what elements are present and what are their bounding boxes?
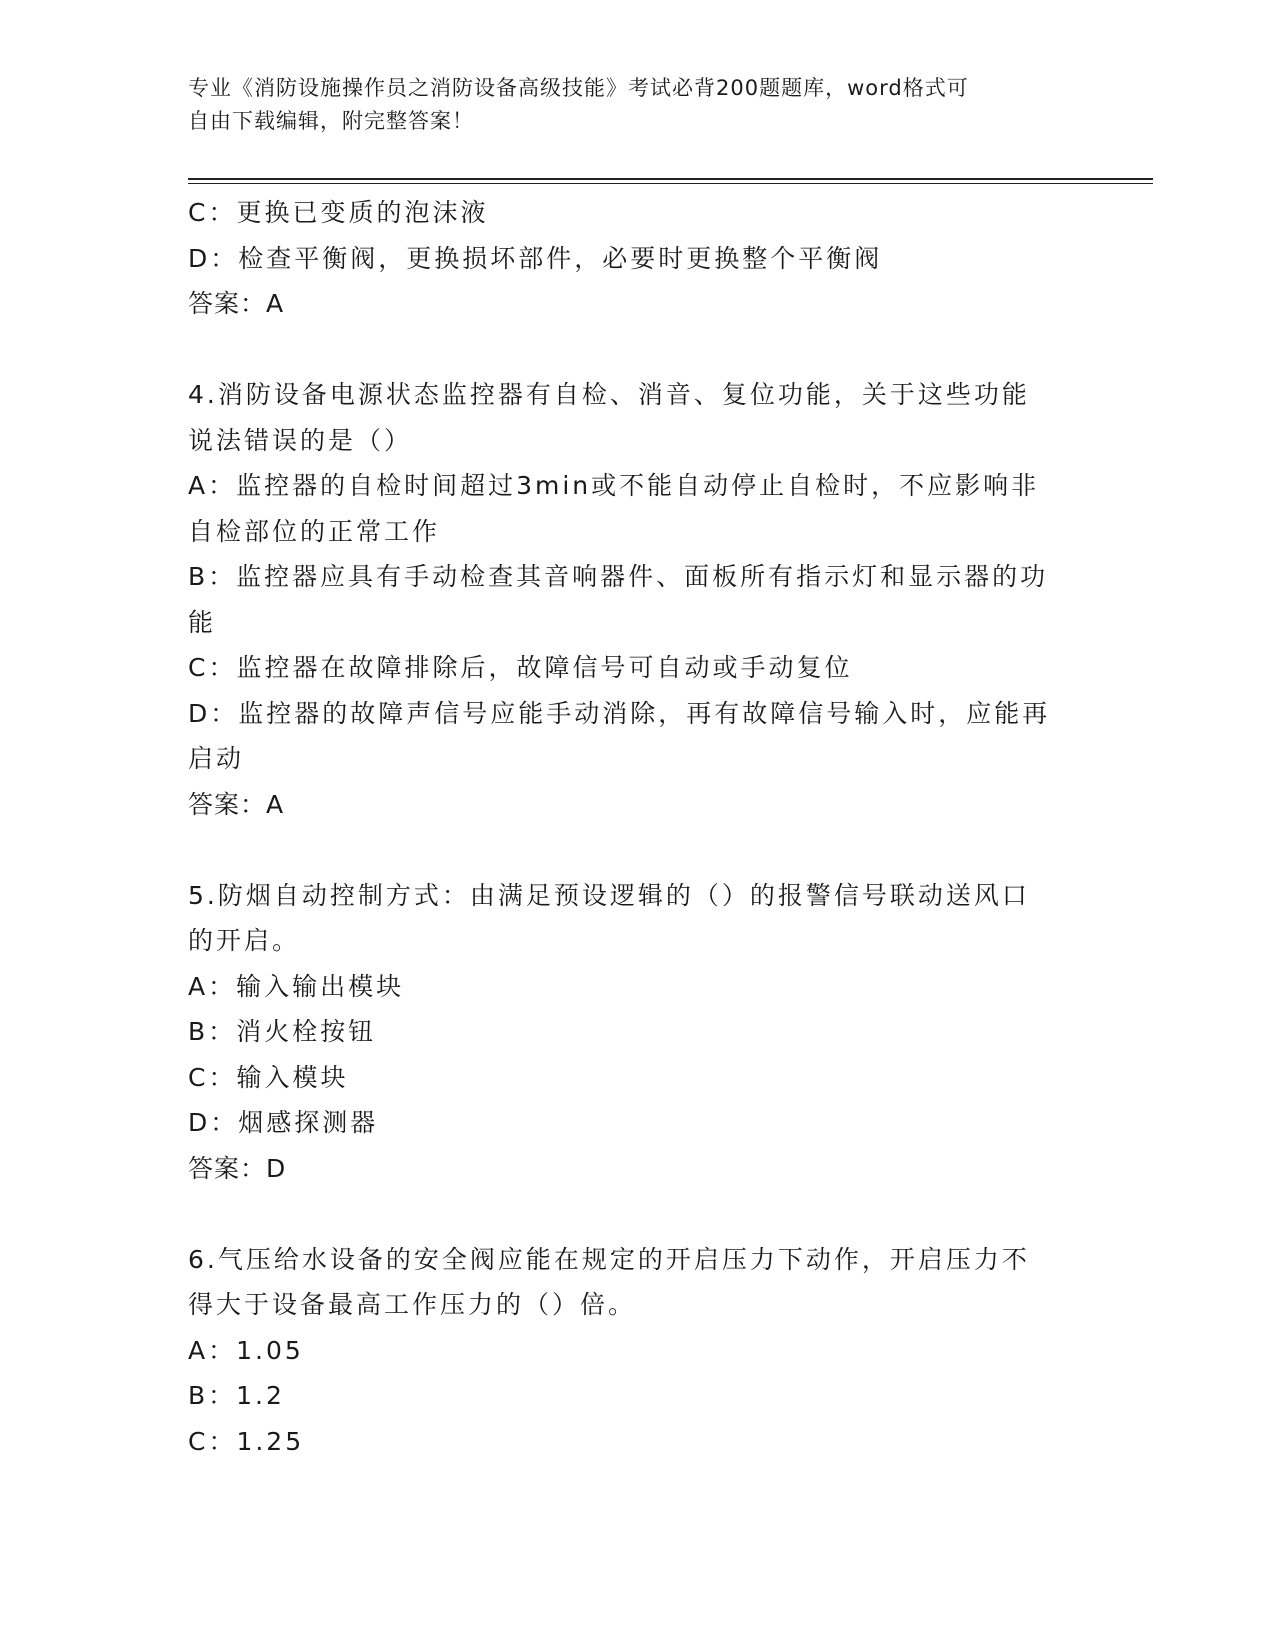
document-header <box>188 72 1068 138</box>
option-d-cont: 启动 <box>188 744 245 773</box>
question-stem: 4.消防设备电源状态监控器有自检、消音、复位功能，关于这些功能 <box>188 380 1030 409</box>
option-b-cont: 能 <box>188 607 217 637</box>
option-b: B：1.2 <box>188 1381 285 1410</box>
option-a-cont: 自检部位的正常工作 <box>188 516 441 546</box>
answer: 答案：A <box>188 789 285 819</box>
option-a: A：监控器的自检时间超过3min或不能自动停止自检时，不应影响非 <box>188 471 1040 500</box>
option-d: D：烟感探测器 <box>188 1108 379 1137</box>
option-a: A：1.05 <box>188 1335 304 1365</box>
option-b: B：监控器应具有手动检查其音响器件、面板所有指示灯和显示器的功 <box>188 562 1049 591</box>
option-d: D：监控器的故障声信号应能手动消除，再有故障信号输入时，应能再 <box>188 698 1051 728</box>
option-c: C：更换已变质的泡沫液 <box>188 198 489 227</box>
header-divider-thick <box>188 178 1153 180</box>
header-line-2: 自由下载编辑，附完整答案！ <box>188 109 474 133</box>
answer: 答案：D <box>188 1153 287 1183</box>
question-stem: 6.气压给水设备的安全阀应能在规定的开启压力下动作，开启压力不 <box>188 1244 1030 1274</box>
option-c: C：监控器在故障排除后，故障信号可自动或手动复位 <box>188 653 853 682</box>
answer: 答案：A <box>188 289 285 318</box>
spacer <box>188 827 1088 873</box>
question-stem-cont: 的开启。 <box>188 926 301 955</box>
question-stem-cont: 说法错误的是（） <box>188 425 413 455</box>
question-4 <box>188 372 1088 827</box>
question-stem: 5.防烟自动控制方式：由满足预设逻辑的（）的报警信号联动送风口 <box>188 880 1030 910</box>
question-5 <box>188 873 1088 1192</box>
question-list <box>188 190 1088 1464</box>
option-b: B：消火栓按钮 <box>188 1017 377 1046</box>
question-stem-cont: 得大于设备最高工作压力的（）倍。 <box>188 1290 637 1319</box>
spacer <box>188 327 1088 373</box>
question-6 <box>188 1237 1088 1465</box>
option-d: D：检查平衡阀，更换损坏部件，必要时更换整个平衡阀 <box>188 243 883 273</box>
option-c: C：1.25 <box>188 1426 305 1456</box>
option-c: C：输入模块 <box>188 1062 349 1092</box>
question-3-tail <box>188 190 1088 327</box>
header-divider-thin <box>188 183 1153 184</box>
option-a: A：输入输出模块 <box>188 971 405 1001</box>
spacer <box>188 1191 1088 1237</box>
header-line-1: 专业《消防设施操作员之消防设备高级技能》考试必背200题题库，word格式可 <box>188 76 969 100</box>
